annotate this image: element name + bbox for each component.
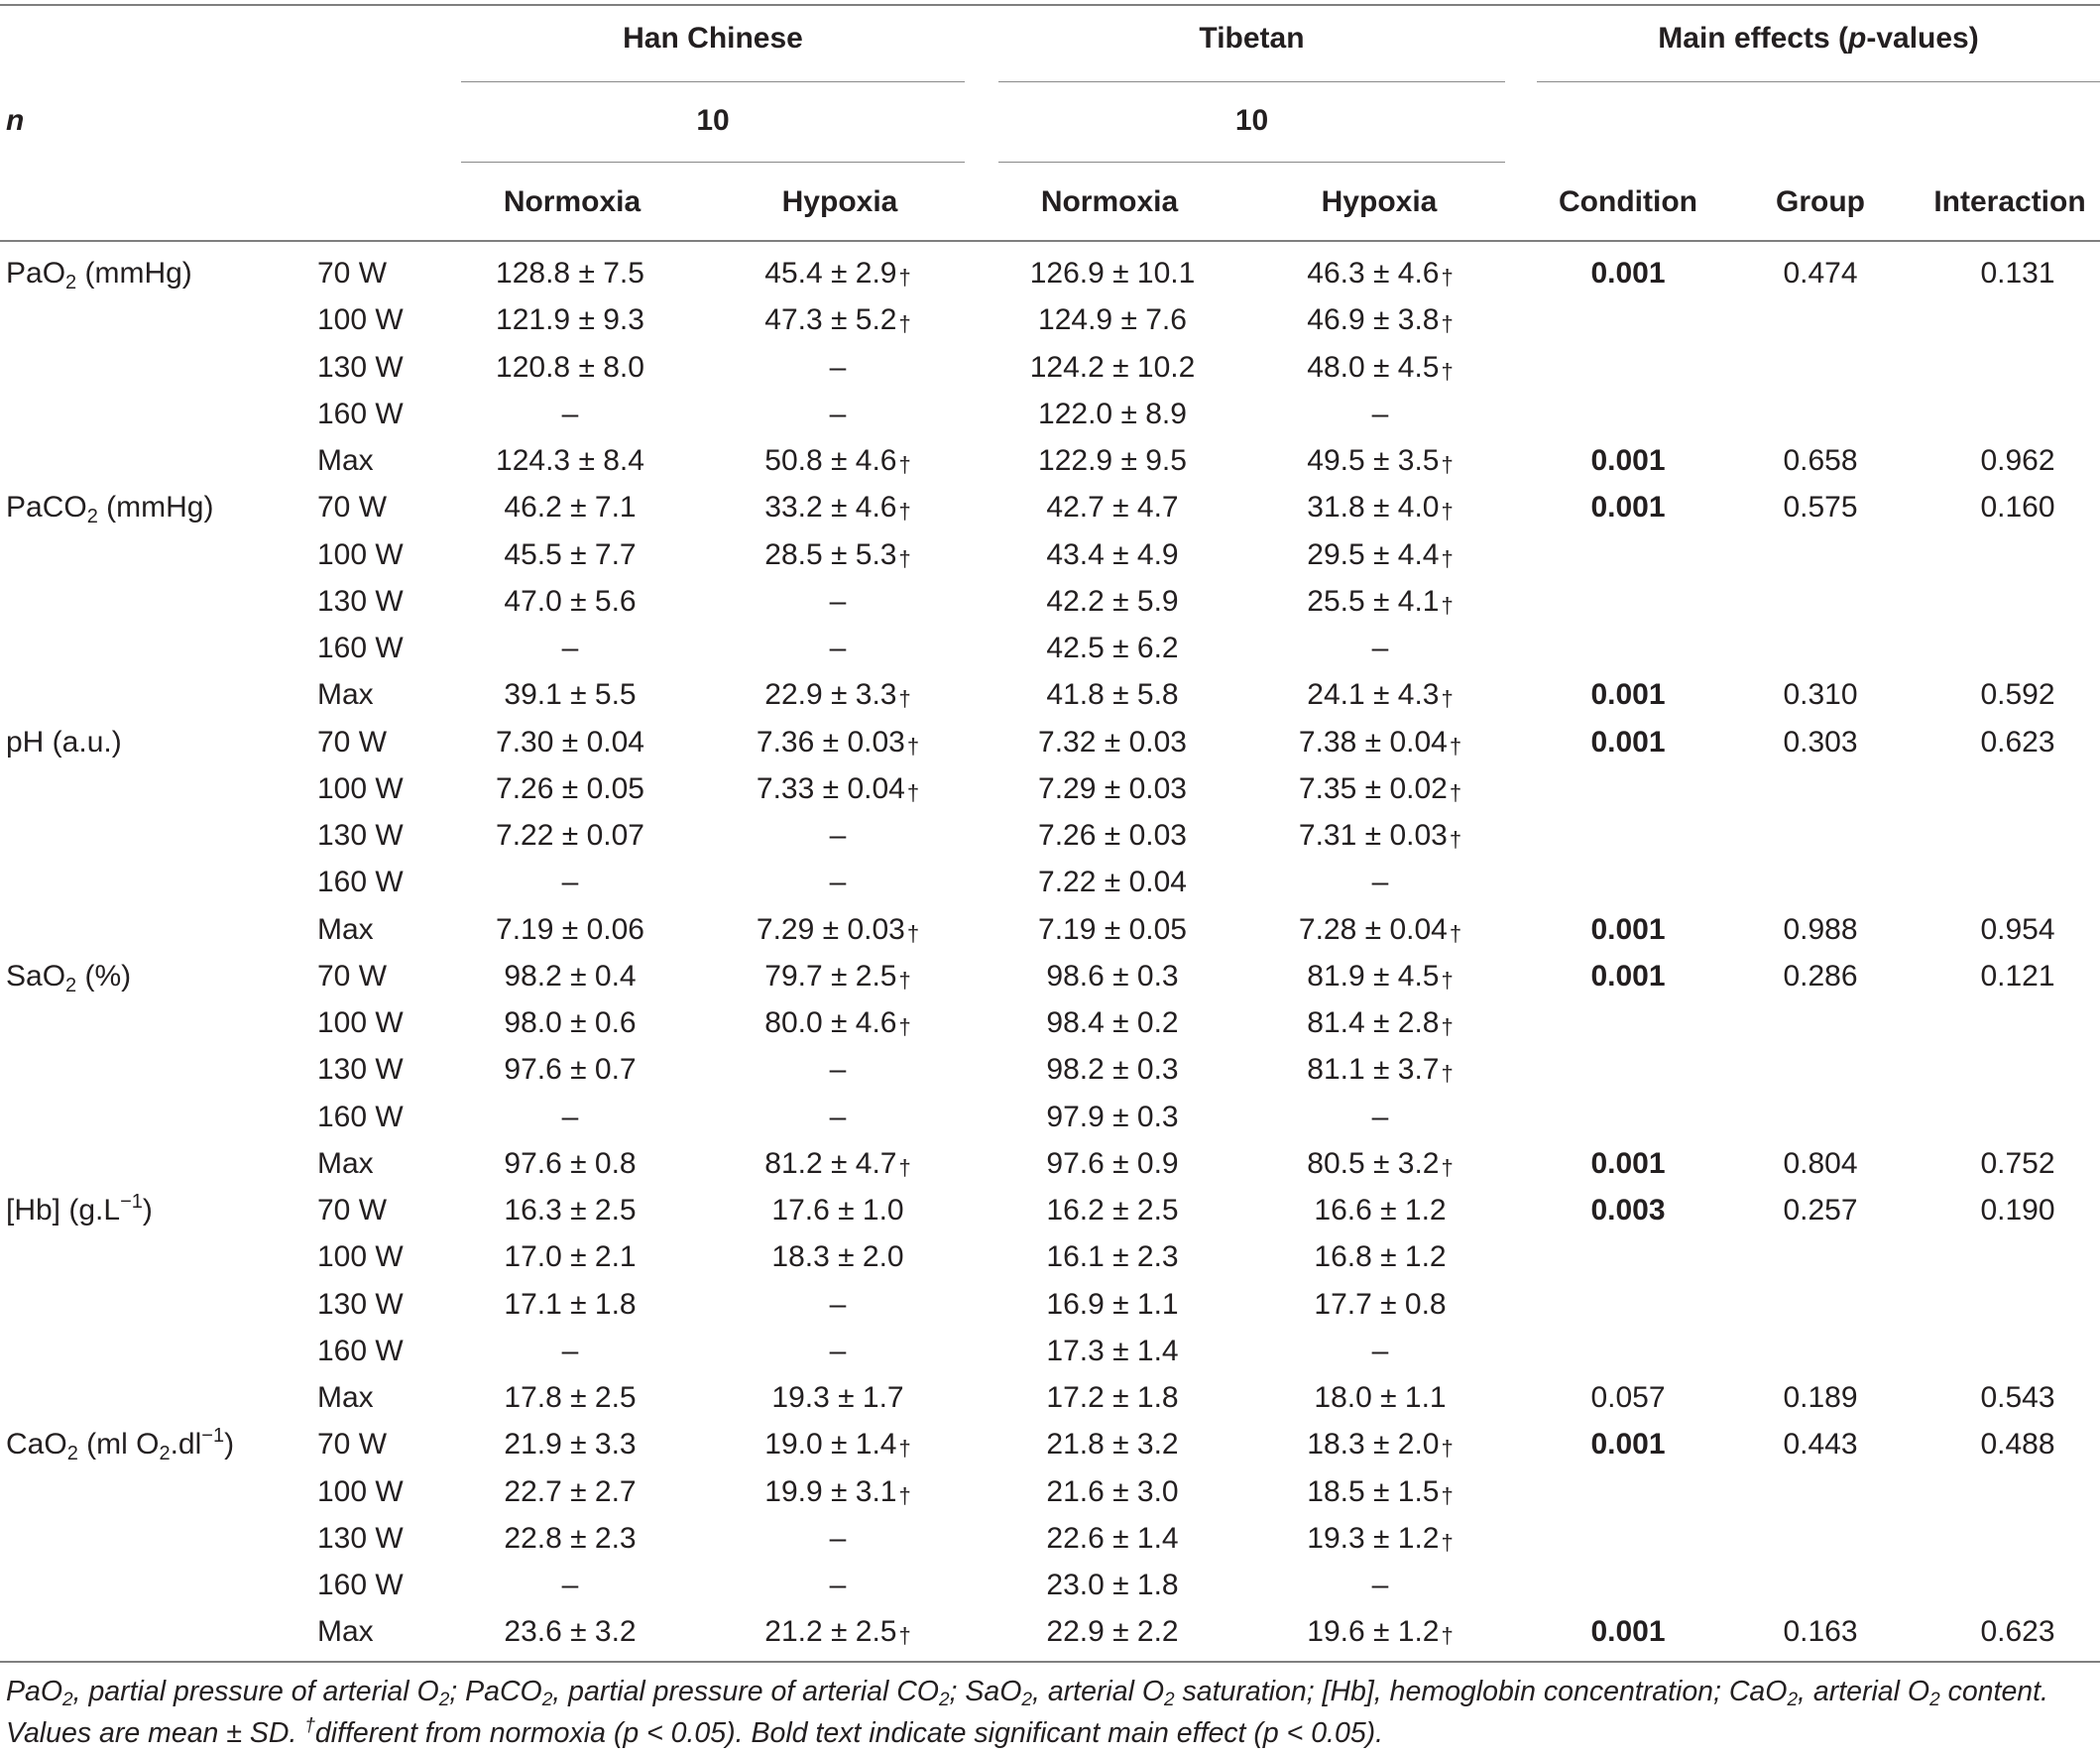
workload-label: 130 W (317, 819, 404, 852)
workload-label: 130 W (317, 1521, 404, 1555)
han-normoxia-cell: 7.26 ± 0.05 (496, 771, 644, 805)
tibetan-hypoxia-cell: 7.35 ± 0.02† (1298, 771, 1462, 805)
dagger-mark: † (898, 545, 911, 571)
han-hypoxia-cell: – (829, 397, 847, 430)
tibetan-hypoxia-cell: 31.8 ± 4.0† (1307, 491, 1454, 525)
tibetan-hypoxia-cell: 18.5 ± 1.5† (1307, 1474, 1454, 1508)
tibetan-normoxia-cell: 21.8 ± 3.2 (1046, 1428, 1179, 1462)
condition-p-value: 0.001 (1590, 491, 1666, 525)
han-hypoxia-cell: – (829, 584, 847, 618)
tibetan-hypoxia-cell: – (1371, 866, 1389, 899)
tibetan-normoxia-cell: 21.6 ± 3.0 (1046, 1474, 1179, 1508)
tibetan-hypoxia-cell: 48.0 ± 4.5† (1307, 350, 1454, 384)
workload-label: 160 W (317, 866, 404, 899)
tibetan-hypoxia-cell: 80.5 ± 3.2† (1307, 1146, 1454, 1180)
han-normoxia-cell: 98.0 ± 0.6 (504, 1006, 637, 1039)
tibetan-normoxia-cell: 7.29 ± 0.03 (1038, 771, 1187, 805)
tibetan-normoxia-cell: 41.8 ± 5.8 (1046, 678, 1179, 712)
interaction-p-value: 0.592 (1980, 678, 2055, 712)
workload-label: 100 W (317, 537, 404, 571)
workload-label: Max (317, 1615, 374, 1649)
tibetan-normoxia-cell: 22.9 ± 2.2 (1046, 1615, 1179, 1649)
dagger-mark: † (1441, 311, 1454, 337)
dagger-mark: † (898, 1014, 911, 1039)
han-normoxia-cell: – (561, 397, 579, 430)
workload-label: 100 W (317, 1240, 404, 1274)
han-normoxia-cell: 22.8 ± 2.3 (504, 1521, 637, 1555)
workload-label: 130 W (317, 1287, 404, 1321)
han-hypoxia-cell: 18.3 ± 2.0 (771, 1240, 904, 1274)
workload-label: 70 W (317, 491, 388, 525)
tibetan-hypoxia-cell: 19.3 ± 1.2† (1307, 1521, 1454, 1555)
han-normoxia-cell: 17.1 ± 1.8 (504, 1287, 637, 1321)
dagger-mark: † (898, 1154, 911, 1180)
han-hypoxia-cell: 21.2 ± 2.5† (764, 1615, 911, 1649)
dagger-mark: † (1441, 1529, 1454, 1555)
condition-p-value: 0.001 (1590, 678, 1666, 712)
han-hypoxia-cell: 50.8 ± 4.6† (764, 444, 911, 477)
group-p-value: 0.189 (1783, 1381, 1858, 1414)
footnote-line-2: Values are mean ± SD. †different from normoxia (p < 0.05). Bold text indicate significant main effect (p < 0.05). (6, 1715, 1384, 1749)
tibetan-normoxia-cell: 122.9 ± 9.5 (1038, 444, 1187, 477)
han-hypoxia-header: Hypoxia (781, 185, 898, 218)
interaction-p-value: 0.190 (1980, 1194, 2055, 1227)
workload-label: 70 W (317, 725, 388, 759)
tibetan-normoxia-cell: 42.5 ± 6.2 (1046, 632, 1179, 664)
tibetan-normoxia-cell: 43.4 ± 4.9 (1046, 537, 1179, 571)
dagger-mark: † (1441, 1014, 1454, 1039)
table-footnote (6, 1671, 2098, 1754)
tibetan-hypoxia-cell: 7.28 ± 0.04† (1298, 912, 1462, 946)
table-bottom-rule (0, 1661, 2100, 1663)
condition-p-value: 0.001 (1590, 444, 1666, 477)
dagger-mark: † (1441, 358, 1454, 384)
footnote-line-1: PaO$_2$, partial pressure of arterial $O_2$; PaCO$_2$, partial pressure of arterial $CO_2$; SaO$_2$, arterial $O_2$ saturation; [Hb], hemoglobin concentration; CaO$_2$, arterial $O_2$ content. (6, 1676, 2048, 1710)
tibetan-hypoxia-cell: 18.0 ± 1.1 (1314, 1381, 1447, 1414)
han-normoxia-cell: – (561, 1100, 579, 1133)
workload-label: 70 W (317, 959, 388, 993)
han-hypoxia-cell: 7.36 ± 0.03† (756, 725, 920, 759)
han-hypoxia-cell: 17.6 ± 1.0 (771, 1194, 904, 1227)
han-normoxia-cell: – (561, 1334, 579, 1367)
workload-label: Max (317, 1381, 374, 1414)
han-normoxia-cell: 22.7 ± 2.7 (504, 1474, 637, 1508)
workload-label: 70 W (317, 1194, 388, 1227)
han-normoxia-cell: 124.3 ± 8.4 (496, 444, 644, 477)
group-p-value: 0.163 (1783, 1615, 1858, 1649)
tibetan-normoxia-cell: 122.0 ± 8.9 (1038, 397, 1187, 430)
tibetan-hypoxia-header: Hypoxia (1321, 185, 1438, 218)
han-hypoxia-cell: 7.33 ± 0.04† (756, 771, 920, 805)
han-normoxia-cell: 39.1 ± 5.5 (504, 678, 637, 712)
tibetan-hypoxia-cell: 7.38 ± 0.04† (1298, 725, 1462, 759)
condition-p-value: 0.001 (1590, 959, 1666, 993)
variable-label: PaCO$_2$ (mmHg) (6, 491, 214, 528)
tibetan-normoxia-cell: 42.2 ± 5.9 (1046, 584, 1179, 618)
tibetan-hypoxia-cell: 81.1 ± 3.7† (1307, 1053, 1454, 1087)
han-hypoxia-cell: 45.4 ± 2.9† (764, 257, 911, 290)
dagger-mark: † (1441, 1154, 1454, 1180)
han-normoxia-cell: – (561, 632, 579, 664)
dagger-mark: † (1441, 265, 1454, 290)
tibetan-normoxia-cell: 17.3 ± 1.4 (1046, 1334, 1179, 1367)
dagger-mark: † (1449, 920, 1462, 946)
dagger-mark: † (898, 1482, 911, 1508)
han-hypoxia-cell: – (829, 1100, 847, 1133)
variable-label: [Hb] $(g.L^{-1})$ (6, 1191, 153, 1227)
tibetan-hypoxia-cell: 19.6 ± 1.2† (1307, 1615, 1454, 1649)
dagger-mark: † (898, 1623, 911, 1649)
workload-label: 70 W (317, 257, 388, 290)
interaction-p-value: 0.131 (1980, 257, 2055, 290)
variable-label: SaO$_2$ (%) (6, 959, 132, 996)
tibetan-hypoxia-cell: – (1371, 1334, 1389, 1367)
dagger-mark: † (898, 311, 911, 337)
interaction-p-value: 0.752 (1980, 1146, 2055, 1180)
han-normoxia-cell: – (561, 866, 579, 899)
group-p-value: 0.443 (1783, 1428, 1858, 1462)
workload-label: 100 W (317, 1006, 404, 1039)
han-hypoxia-cell: 81.2 ± 4.7† (764, 1146, 911, 1180)
dagger-mark: † (1441, 592, 1454, 618)
dagger-mark: † (898, 499, 911, 525)
group-header: Group (1776, 185, 1865, 218)
group-p-value: 0.988 (1783, 912, 1858, 946)
group-p-value: 0.257 (1783, 1194, 1858, 1227)
interaction-p-value: 0.488 (1980, 1428, 2055, 1462)
tibetan-hypoxia-cell: 16.8 ± 1.2 (1314, 1240, 1447, 1274)
han-hypoxia-cell: – (829, 866, 847, 899)
tibetan-normoxia-cell: 124.9 ± 7.6 (1038, 303, 1187, 337)
group-p-value: 0.804 (1783, 1146, 1858, 1180)
han-normoxia-cell: 121.9 ± 9.3 (496, 303, 644, 337)
variable-label: PaO$_2$ (mmHg) (6, 257, 192, 293)
han-hypoxia-cell: – (829, 1521, 847, 1555)
han-hypoxia-cell: 19.9 ± 3.1† (764, 1474, 911, 1508)
han-normoxia-cell: 7.22 ± 0.07 (496, 819, 644, 852)
interaction-header: Interaction (1933, 185, 2086, 218)
workload-label: Max (317, 678, 374, 712)
tibetan-normoxia-cell: 7.26 ± 0.03 (1038, 819, 1187, 852)
dagger-mark: † (898, 265, 911, 290)
group-p-value: 0.286 (1783, 959, 1858, 993)
workload-label: 160 W (317, 1100, 404, 1133)
tibetan-hypoxia-cell: 49.5 ± 3.5† (1307, 444, 1454, 477)
group-p-value: 0.575 (1783, 491, 1858, 525)
tibetan-normoxia-cell: 98.4 ± 0.2 (1046, 1006, 1179, 1039)
tibetan-normoxia-cell: 17.2 ± 1.8 (1046, 1381, 1179, 1414)
workload-label: 100 W (317, 303, 404, 337)
tibetan-group-rule (998, 81, 1505, 82)
han-hypoxia-cell: 80.0 ± 4.6† (764, 1006, 911, 1039)
workload-label: 160 W (317, 632, 404, 664)
tibetan-hypoxia-cell: – (1371, 397, 1389, 430)
group-p-value: 0.303 (1783, 725, 1858, 759)
tibetan-normoxia-cell: 7.19 ± 0.05 (1038, 912, 1187, 946)
workload-label: 70 W (317, 1428, 388, 1462)
condition-p-value: 0.001 (1590, 1146, 1666, 1180)
dagger-mark: † (898, 967, 911, 993)
condition-p-value: 0.001 (1590, 1428, 1666, 1462)
han-hypoxia-cell: – (829, 1334, 847, 1367)
han-hypoxia-cell: 79.7 ± 2.5† (764, 959, 911, 993)
han-normoxia-cell: 120.8 ± 8.0 (496, 350, 644, 384)
han-hypoxia-cell: 19.3 ± 1.7 (771, 1381, 904, 1414)
tibetan-normoxia-cell: 7.22 ± 0.04 (1038, 866, 1187, 899)
header-bottom-rule (0, 240, 2100, 242)
variable-label: pH (a.u.) (6, 725, 122, 759)
dagger-mark: † (1441, 686, 1454, 712)
tibetan-hypoxia-cell: 81.9 ± 4.5† (1307, 959, 1454, 993)
han-group-rule (461, 81, 965, 82)
han-hypoxia-cell: 19.0 ± 1.4† (764, 1428, 911, 1462)
tibetan-hypoxia-cell: 17.7 ± 0.8 (1314, 1287, 1447, 1321)
han-normoxia-cell: – (561, 1569, 579, 1601)
condition-p-value: 0.001 (1590, 1615, 1666, 1649)
workload-label: Max (317, 1146, 374, 1180)
dagger-mark: † (1441, 1623, 1454, 1649)
tibetan-hypoxia-cell: 46.9 ± 3.8† (1307, 303, 1454, 337)
group-p-value: 0.658 (1783, 444, 1858, 477)
dagger-mark: † (898, 452, 911, 477)
han-normoxia-cell: 47.0 ± 5.6 (504, 584, 637, 618)
han-hypoxia-cell: – (829, 819, 847, 852)
workload-label: 130 W (317, 584, 404, 618)
tibetan-hypoxia-cell: – (1371, 1100, 1389, 1133)
condition-p-value: 0.001 (1590, 257, 1666, 290)
tibetan-n-rule (998, 162, 1505, 163)
interaction-p-value: 0.121 (1980, 959, 2055, 993)
dagger-mark: † (1449, 827, 1462, 852)
han-normoxia-cell: 46.2 ± 7.1 (504, 491, 637, 525)
tibetan-normoxia-cell: 42.7 ± 4.7 (1046, 491, 1179, 525)
workload-label: 160 W (317, 397, 404, 430)
han-n-rule (461, 162, 965, 163)
han-normoxia-cell: 17.0 ± 2.1 (504, 1240, 637, 1274)
tibetan-hypoxia-cell: 25.5 ± 4.1† (1307, 584, 1454, 618)
han-normoxia-cell: 23.6 ± 3.2 (504, 1615, 637, 1649)
han-normoxia-cell: 16.3 ± 2.5 (504, 1194, 637, 1227)
interaction-p-value: 0.623 (1980, 725, 2055, 759)
workload-label: Max (317, 912, 374, 946)
han-hypoxia-cell: – (829, 1287, 847, 1321)
tibetan-normoxia-cell: 22.6 ± 1.4 (1046, 1521, 1179, 1555)
condition-header: Condition (1559, 185, 1697, 218)
dagger-mark: † (906, 920, 920, 946)
tibetan-normoxia-cell: 23.0 ± 1.8 (1046, 1569, 1179, 1601)
han-hypoxia-cell: – (829, 1053, 847, 1087)
dagger-mark: † (1449, 779, 1462, 805)
dagger-mark: † (1441, 1482, 1454, 1508)
tibetan-hypoxia-cell: 16.6 ± 1.2 (1314, 1194, 1447, 1227)
dagger-mark: † (1449, 733, 1462, 759)
variable-label: CaO$_2$ (ml $O_2.dl^{-1}$) (6, 1425, 235, 1465)
condition-p-value: 0.003 (1590, 1194, 1666, 1227)
interaction-p-value: 0.623 (1980, 1615, 2055, 1649)
interaction-p-value: 0.962 (1980, 444, 2055, 477)
main-effects-header: Main effects (p-values) (1658, 22, 1979, 55)
interaction-p-value: 0.543 (1980, 1381, 2055, 1414)
han-normoxia-header: Normoxia (503, 185, 642, 218)
tibetan-normoxia-cell: 16.2 ± 2.5 (1046, 1194, 1179, 1227)
dagger-mark: † (1441, 452, 1454, 477)
han-normoxia-cell: 7.19 ± 0.06 (496, 912, 644, 946)
workload-label: Max (317, 444, 374, 477)
tibetan-hypoxia-cell: – (1371, 632, 1389, 664)
workload-label: 130 W (317, 1053, 404, 1087)
han-chinese-header: Han Chinese (623, 22, 803, 55)
han-hypoxia-cell: 22.9 ± 3.3† (764, 678, 911, 712)
tibetan-hypoxia-cell: 18.3 ± 2.0† (1307, 1428, 1454, 1462)
han-n-value: 10 (696, 104, 730, 137)
tibetan-normoxia-cell: 97.9 ± 0.3 (1046, 1100, 1179, 1133)
tibetan-hypoxia-cell: 29.5 ± 4.4† (1307, 537, 1454, 571)
han-hypoxia-cell: – (829, 632, 847, 664)
dagger-mark: † (906, 733, 920, 759)
han-normoxia-cell: 45.5 ± 7.7 (504, 537, 637, 571)
han-hypoxia-cell: 33.2 ± 4.6† (764, 491, 911, 525)
n-label: n (6, 104, 25, 137)
tibetan-hypoxia-cell: 46.3 ± 4.6† (1307, 257, 1454, 290)
tibetan-normoxia-cell: 98.6 ± 0.3 (1046, 959, 1179, 993)
han-normoxia-cell: 97.6 ± 0.7 (504, 1053, 637, 1087)
interaction-p-value: 0.160 (1980, 491, 2055, 525)
tibetan-header: Tibetan (1199, 22, 1305, 55)
workload-label: 130 W (317, 350, 404, 384)
interaction-p-value: 0.954 (1980, 912, 2055, 946)
tibetan-normoxia-cell: 97.6 ± 0.9 (1046, 1146, 1179, 1180)
dagger-mark: † (1441, 967, 1454, 993)
tibetan-normoxia-cell: 126.9 ± 10.1 (1029, 257, 1196, 290)
tibetan-hypoxia-cell: – (1371, 1569, 1389, 1601)
han-normoxia-cell: 97.6 ± 0.8 (504, 1146, 637, 1180)
top-rule (0, 4, 2100, 6)
dagger-mark: † (1441, 545, 1454, 571)
han-hypoxia-cell: 28.5 ± 5.3† (764, 537, 911, 571)
dagger-mark: † (898, 686, 911, 712)
tibetan-normoxia-cell: 7.32 ± 0.03 (1038, 725, 1187, 759)
han-normoxia-cell: 98.2 ± 0.4 (504, 959, 637, 993)
tibetan-hypoxia-cell: 7.31 ± 0.03† (1298, 819, 1462, 852)
tibetan-normoxia-cell: 16.1 ± 2.3 (1046, 1240, 1179, 1274)
han-hypoxia-cell: 47.3 ± 5.2† (764, 303, 911, 337)
group-p-value: 0.310 (1783, 678, 1858, 712)
dagger-mark: † (1441, 1436, 1454, 1462)
han-normoxia-cell: 17.8 ± 2.5 (504, 1381, 637, 1414)
main-effects-rule (1537, 81, 2100, 82)
dagger-mark: † (1441, 499, 1454, 525)
group-p-value: 0.474 (1783, 257, 1858, 290)
han-hypoxia-cell: – (829, 350, 847, 384)
workload-label: 160 W (317, 1334, 404, 1367)
dagger-mark: † (898, 1436, 911, 1462)
tibetan-normoxia-cell: 16.9 ± 1.1 (1046, 1287, 1179, 1321)
tibetan-n-value: 10 (1234, 104, 1269, 137)
condition-p-value: 0.057 (1590, 1381, 1666, 1414)
han-hypoxia-cell: 7.29 ± 0.03† (756, 912, 920, 946)
dagger-mark: † (906, 779, 920, 805)
han-normoxia-cell: 21.9 ± 3.3 (504, 1428, 637, 1462)
workload-label: 100 W (317, 771, 404, 805)
tibetan-normoxia-cell: 98.2 ± 0.3 (1046, 1053, 1179, 1087)
condition-p-value: 0.001 (1590, 912, 1666, 946)
han-normoxia-cell: 7.30 ± 0.04 (496, 725, 644, 759)
condition-p-value: 0.001 (1590, 725, 1666, 759)
dagger-mark: † (1441, 1061, 1454, 1087)
tibetan-hypoxia-cell: 81.4 ± 2.8† (1307, 1006, 1454, 1039)
han-normoxia-cell: 128.8 ± 7.5 (496, 257, 644, 290)
tibetan-normoxia-header: Normoxia (1040, 185, 1179, 218)
tibetan-normoxia-cell: 124.2 ± 10.2 (1029, 350, 1196, 384)
workload-label: 100 W (317, 1474, 404, 1508)
tibetan-hypoxia-cell: 24.1 ± 4.3† (1307, 678, 1454, 712)
han-hypoxia-cell: – (829, 1569, 847, 1601)
workload-label: 160 W (317, 1569, 404, 1601)
